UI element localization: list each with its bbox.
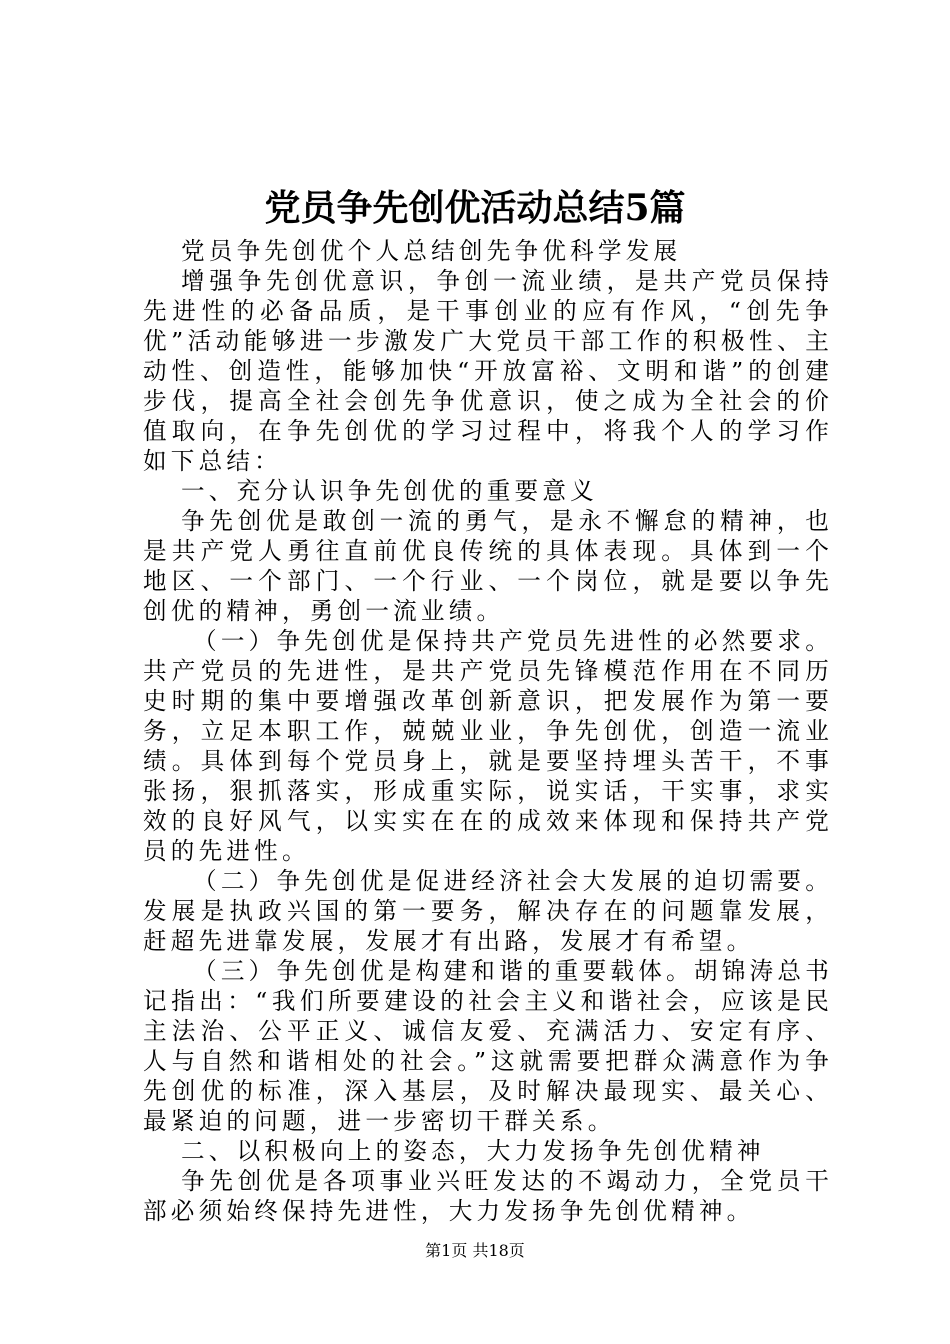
document-title: 党员争先创优活动总结5篇: [264, 187, 686, 229]
subsection-two-paragraph: （二）争先创优是促进经济社会大发展的迫切需要。发展是执政兴国的第一要务，解决存在的问题靠发展，赶超先进靠发展，发展才有出路，发展才有希望。: [143, 867, 833, 955]
subsection-three-paragraph: （三）争先创优是构建和谐的重要载体。胡锦涛总书记指出：“我们所要建设的社会主义和谐社会，应该是民主法治、公平正义、诚信友爱、充满活力、安定有序、人与自然和谐相处的社会。”这就需要把群众满意作为争先创优的标准，深入基层，及时解决最现实、最关心、最紧迫的问题，进一步密切干群关系。: [143, 957, 833, 1135]
intro-paragraph: 增强争先创优意识，争创一流业绩，是共产党员保持先进性的必备品质，是干事创业的应有作风，“创先争优”活动能够进一步激发广大党员干部工作的积极性、主动性、创造性，能够加快“开放富裕、文明和谐”的创建步伐，提高全社会创先争优意识，使之成为全社会的价值取向，在争先创优的学习过程中，将我个人的学习作如下总结：: [143, 267, 833, 475]
section-heading-one: 一、充分认识争先创优的重要意义: [181, 477, 598, 505]
page-number-footer: 第1页 共18页: [425, 1241, 525, 1260]
section-two-paragraph: 争先创优是各项事业兴旺发达的不竭动力，全党员干部必须始终保持先进性，大力发扬争先创优精神。: [143, 1167, 833, 1225]
subsection-one-paragraph: （一）争先创优是保持共产党员先进性的必然要求。共产党员的先进性，是共产党员先锋模范作用在不同历史时期的集中要增强改革创新意识，把发展作为第一要务，立足本职工作，兢兢业业，争先创优，创造一流业绩。具体到每个党员身上，就是要坚持埋头苦干，不事张扬，狠抓落实，形成重实际，说实话，干实事，求实效的良好风气，以实实在在的成效来体现和保持共产党员的先进性。: [143, 627, 833, 865]
section-heading-summary: 党员争先创优个人总结创先争优科学发展: [181, 237, 682, 265]
section-heading-two: 二、以积极向上的姿态，大力发扬争先创优精神: [181, 1137, 765, 1165]
document-body: [143, 236, 833, 1226]
section-one-paragraph: 争先创优是敢创一流的勇气，是永不懈怠的精神，也是共产党人勇往直前优良传统的具体表现。具体到一个地区、一个部门、一个行业、一个岗位，就是要以争先创优的精神，勇创一流业绩。: [143, 507, 833, 625]
